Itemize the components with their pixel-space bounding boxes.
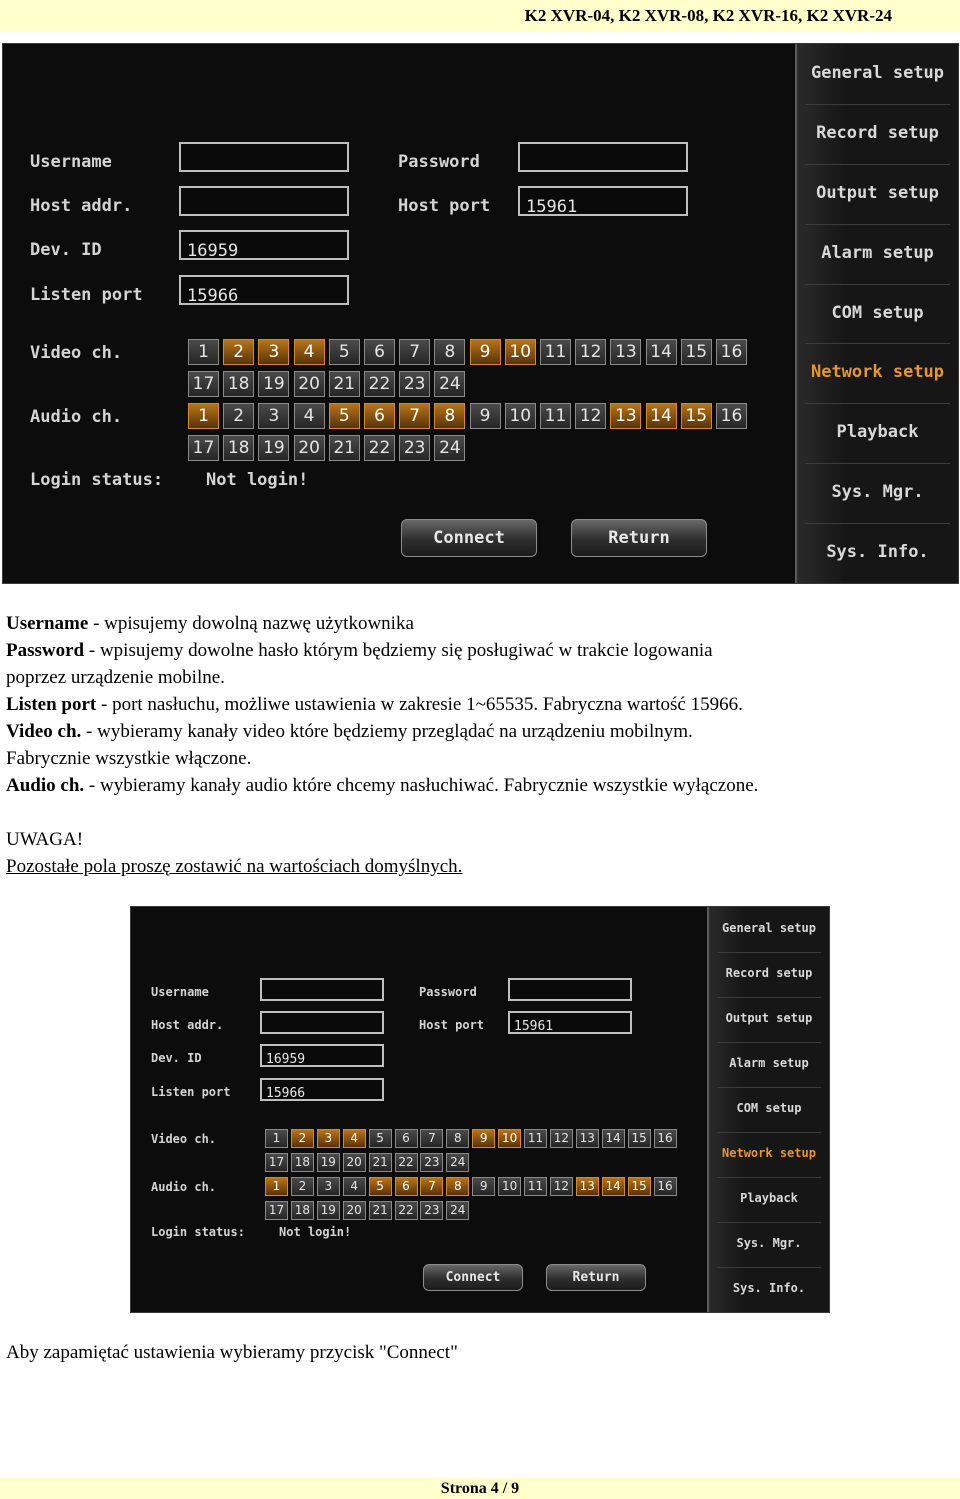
menu-separator-small [717,952,821,953]
audio-channel-1-button[interactable]: 1 [188,403,219,429]
audio-channel-4-button-small[interactable]: 4 [343,1177,366,1196]
audio-channel-3-button[interactable]: 3 [258,403,289,429]
username-label-small: Username [151,985,209,999]
password-label: Password [398,152,480,172]
menu-separator [805,164,950,165]
video-channel-13-button-small[interactable]: 13 [576,1129,599,1148]
video-channel-21-button[interactable]: 21 [329,371,360,397]
menu-playback[interactable]: Playback [836,422,919,443]
audio-channel-4-button[interactable]: 4 [294,403,325,429]
audio-channel-2-button-small[interactable]: 2 [291,1177,314,1196]
host-port-input-small[interactable]: 15961 [508,1011,632,1034]
video-channel-7-button[interactable]: 7 [399,339,430,365]
menu-record-setup-small[interactable]: Record setup [725,966,813,981]
video-channel-15-button[interactable]: 15 [681,339,712,365]
host-port-input[interactable]: 15961 [518,186,688,216]
host-addr-label: Host addr. [30,196,133,216]
audio-channel-8-button[interactable]: 8 [434,403,465,429]
video-channel-8-button[interactable]: 8 [434,339,465,365]
video-ch-description: Video ch. - wybieramy kanały video które będziemy przeglądać na urządzeniu mobilnym. [6,721,693,742]
menu-sys-mgr-small[interactable]: Sys. Mgr. [736,1236,802,1251]
host-addr-label-small: Host addr. [151,1018,224,1032]
password-input-small[interactable] [508,978,632,1001]
dev-id-label-small: Dev. ID [151,1051,202,1065]
menu-general-setup[interactable]: General setup [810,62,945,83]
audio-channel-7-button[interactable]: 7 [399,403,430,429]
video-channel-22-button[interactable]: 22 [364,371,395,397]
video-channel-4-button-small[interactable]: 4 [343,1129,366,1148]
menu-separator-small [717,1132,821,1133]
audio-channel-9-button-small[interactable]: 9 [472,1177,495,1196]
audio-channel-11-button-small[interactable]: 11 [524,1177,547,1196]
audio-channel-6-button[interactable]: 6 [364,403,395,429]
audio-channel-2-button[interactable]: 2 [223,403,254,429]
audio-channel-17-button-small[interactable]: 17 [265,1201,288,1220]
login-status-value-small: Not login! [279,1225,352,1239]
audio-channel-24-button-small[interactable]: 24 [446,1201,469,1220]
menu-separator [805,463,950,464]
video-channel-11-button[interactable]: 11 [540,339,571,365]
video-channel-7-button-small[interactable]: 7 [420,1129,443,1148]
audio-channel-14-button-small[interactable]: 14 [602,1177,625,1196]
video-channel-18-button-small[interactable]: 18 [291,1153,314,1172]
username-label: Username [30,152,112,172]
audio-channel-6-button-small[interactable]: 6 [395,1177,418,1196]
menu-output-setup-small[interactable]: Output setup [725,1011,813,1026]
video-channel-24-button-small[interactable]: 24 [446,1153,469,1172]
host-port-label-small: Host port [419,1018,485,1032]
warning-body: Pozostałe pola proszę zostawić na wartościach domyślnych. [6,856,463,877]
audio-channel-10-button-small[interactable]: 10 [498,1177,521,1196]
audio-channel-23-button[interactable]: 23 [399,435,430,461]
menu-separator [805,523,950,524]
video-channel-20-button[interactable]: 20 [294,371,325,397]
menu-separator [805,104,950,105]
menu-record-setup[interactable]: Record setup [816,122,939,143]
video-channel-1-button-small[interactable]: 1 [265,1129,288,1148]
video-channel-23-button-small[interactable]: 23 [420,1153,443,1172]
audio-channel-16-button-small[interactable]: 16 [654,1177,677,1196]
menu-separator [805,403,950,404]
audio-channel-19-button[interactable]: 19 [258,435,289,461]
document-title: K2 XVR-04, K2 XVR-08, K2 XVR-16, K2 XVR-24 [524,6,892,25]
video-channel-21-button-small[interactable]: 21 [369,1153,392,1172]
video-ch-label-small: Video ch. [151,1132,217,1146]
audio-channel-15-button[interactable]: 15 [681,403,712,429]
dvr-menu-sidebar-small [707,907,829,1312]
video-channel-15-button-small[interactable]: 15 [628,1129,651,1148]
video-channel-22-button-small[interactable]: 22 [395,1153,418,1172]
video-ch-description-cont: Fabrycznie wszystkie włączone. [6,748,252,769]
menu-sys-mgr[interactable]: Sys. Mgr. [831,482,924,503]
video-channel-3-button[interactable]: 3 [258,339,289,365]
audio-channel-15-button-small[interactable]: 15 [628,1177,651,1196]
listen-port-input-small[interactable]: 15966 [260,1078,384,1101]
video-channel-12-button-small[interactable]: 12 [550,1129,573,1148]
menu-com-setup[interactable]: COM setup [831,302,924,323]
video-channel-11-button-small[interactable]: 11 [524,1129,547,1148]
login-status-value: Not login! [206,470,309,490]
video-channel-19-button-small[interactable]: 19 [317,1153,340,1172]
audio-channel-8-button-small[interactable]: 8 [446,1177,469,1196]
video-channel-18-button[interactable]: 18 [223,371,254,397]
warning-title: UWAGA! [6,829,84,850]
audio-channel-13-button-small[interactable]: 13 [576,1177,599,1196]
dev-id-input[interactable]: 16959 [179,230,349,260]
username-input-small[interactable] [260,978,384,1001]
audio-channel-18-button[interactable]: 18 [223,435,254,461]
menu-alarm-setup-small[interactable]: Alarm setup [729,1056,809,1071]
dvr-menu-sidebar [795,44,958,583]
menu-separator [805,343,950,344]
video-channel-24-button[interactable]: 24 [434,371,465,397]
audio-ch-description: Audio ch. - wybieramy kanały audio które chcemy nasłuchiwać. Fabrycznie wszystkie wyłączone. [6,775,759,796]
menu-output-setup[interactable]: Output setup [816,182,939,203]
audio-channel-9-button[interactable]: 9 [470,403,501,429]
listen-port-description: Listen port - port nasłuchu, możliwe ustawienia w zakresie 1~65535. Fabryczna wartość 15966. [6,694,743,715]
password-description: Password - wpisujemy dowolne hasło którym będziemy się posługiwać w trakcie logowania [6,640,713,661]
video-channel-10-button[interactable]: 10 [505,339,536,365]
menu-com-setup-small[interactable]: COM setup [736,1101,802,1116]
audio-channel-20-button[interactable]: 20 [294,435,325,461]
video-channel-17-button-small[interactable]: 17 [265,1153,288,1172]
dev-id-label: Dev. ID [30,240,102,260]
host-addr-input-small[interactable] [260,1011,384,1034]
video-channel-16-button[interactable]: 16 [716,339,747,365]
listen-port-label-small: Listen port [151,1085,231,1099]
audio-ch-label-small: Audio ch. [151,1180,217,1194]
audio-channel-10-button[interactable]: 10 [505,403,536,429]
host-port-label: Host port [398,196,491,216]
menu-separator-small [717,997,821,998]
video-channel-2-button-small[interactable]: 2 [291,1129,314,1148]
page-footer [0,1478,960,1499]
dev-id-input-small[interactable]: 16959 [260,1044,384,1067]
video-channel-10-button-small[interactable]: 10 [498,1129,521,1148]
video-channel-6-button-small[interactable]: 6 [395,1129,418,1148]
return-button-small[interactable]: Return [546,1264,646,1291]
login-status-label-small: Login status: [151,1225,245,1239]
audio-channel-13-button[interactable]: 13 [610,403,641,429]
audio-channel-22-button[interactable]: 22 [364,435,395,461]
audio-channel-19-button-small[interactable]: 19 [317,1201,340,1220]
connect-button[interactable]: Connect [401,519,537,557]
menu-separator-small [717,1177,821,1178]
audio-channel-1-button-small[interactable]: 1 [265,1177,288,1196]
video-channel-23-button[interactable]: 23 [399,371,430,397]
menu-separator-small [717,1087,821,1088]
video-channel-14-button-small[interactable]: 14 [602,1129,625,1148]
password-description-cont: poprzez urządzenie mobilne. [6,667,225,688]
video-channel-20-button-small[interactable]: 20 [343,1153,366,1172]
video-channel-13-button[interactable]: 13 [610,339,641,365]
return-button[interactable]: Return [571,519,707,557]
video-channel-8-button-small[interactable]: 8 [446,1129,469,1148]
username-input[interactable] [179,142,349,172]
menu-playback-small[interactable]: Playback [740,1191,798,1206]
audio-channel-21-button-small[interactable]: 21 [369,1201,392,1220]
password-input[interactable] [518,142,688,172]
audio-channel-18-button-small[interactable]: 18 [291,1201,314,1220]
audio-ch-label: Audio ch. [30,407,123,427]
listen-port-label: Listen port [30,285,143,305]
video-channel-17-button[interactable]: 17 [188,371,219,397]
audio-channel-16-button[interactable]: 16 [716,403,747,429]
video-channel-2-button[interactable]: 2 [223,339,254,365]
video-channel-19-button[interactable]: 19 [258,371,289,397]
menu-general-setup-small[interactable]: General setup [722,921,816,936]
menu-sys-info[interactable]: Sys. Info. [826,542,929,563]
menu-separator-small [717,1042,821,1043]
audio-channel-23-button-small[interactable]: 23 [420,1201,443,1220]
video-channel-14-button[interactable]: 14 [646,339,677,365]
video-channel-16-button-small[interactable]: 16 [654,1129,677,1148]
menu-alarm-setup[interactable]: Alarm setup [821,242,934,263]
menu-separator-small [717,1267,821,1268]
menu-sys-info-small[interactable]: Sys. Info. [732,1281,806,1296]
password-label-small: Password [419,985,477,999]
audio-channel-20-button-small[interactable]: 20 [343,1201,366,1220]
audio-channel-22-button-small[interactable]: 22 [395,1201,418,1220]
audio-channel-12-button[interactable]: 12 [575,403,606,429]
audio-channel-14-button[interactable]: 14 [646,403,677,429]
dvr-network-setup-screenshot [2,43,959,584]
video-channel-1-button[interactable]: 1 [188,339,219,365]
dvr-network-setup-screenshot-small [130,906,830,1313]
audio-channel-5-button-small[interactable]: 5 [369,1177,392,1196]
page-number: Strona 4 / 9 [440,1480,520,1497]
video-channel-9-button-small[interactable]: 9 [472,1129,495,1148]
menu-network-setup-small[interactable]: Network setup [722,1146,816,1161]
audio-channel-3-button-small[interactable]: 3 [317,1177,340,1196]
audio-channel-11-button[interactable]: 11 [540,403,571,429]
video-channel-5-button-small[interactable]: 5 [369,1129,392,1148]
video-channel-12-button[interactable]: 12 [575,339,606,365]
connect-button-small[interactable]: Connect [423,1264,523,1291]
menu-separator [805,224,950,225]
audio-channel-17-button[interactable]: 17 [188,435,219,461]
video-channel-6-button[interactable]: 6 [364,339,395,365]
audio-channel-21-button[interactable]: 21 [329,435,360,461]
video-channel-3-button-small[interactable]: 3 [317,1129,340,1148]
audio-channel-24-button[interactable]: 24 [434,435,465,461]
menu-separator [805,284,950,285]
login-status-label: Login status: [30,470,164,490]
video-ch-label: Video ch. [30,343,123,363]
host-addr-input[interactable] [179,186,349,216]
audio-channel-7-button-small[interactable]: 7 [420,1177,443,1196]
username-description: Username - wpisujemy dowolną nazwę użytkownika [6,613,414,634]
audio-channel-12-button-small[interactable]: 12 [550,1177,573,1196]
video-channel-5-button[interactable]: 5 [329,339,360,365]
menu-separator-small [717,1222,821,1223]
audio-channel-5-button[interactable]: 5 [329,403,360,429]
listen-port-input[interactable]: 15966 [179,275,349,305]
page-header [0,0,960,32]
video-channel-9-button[interactable]: 9 [470,339,501,365]
video-channel-4-button[interactable]: 4 [294,339,325,365]
connect-instruction: Aby zapamiętać ustawienia wybieramy przycisk "Connect" [6,1342,458,1363]
menu-network-setup[interactable]: Network setup [810,362,945,383]
